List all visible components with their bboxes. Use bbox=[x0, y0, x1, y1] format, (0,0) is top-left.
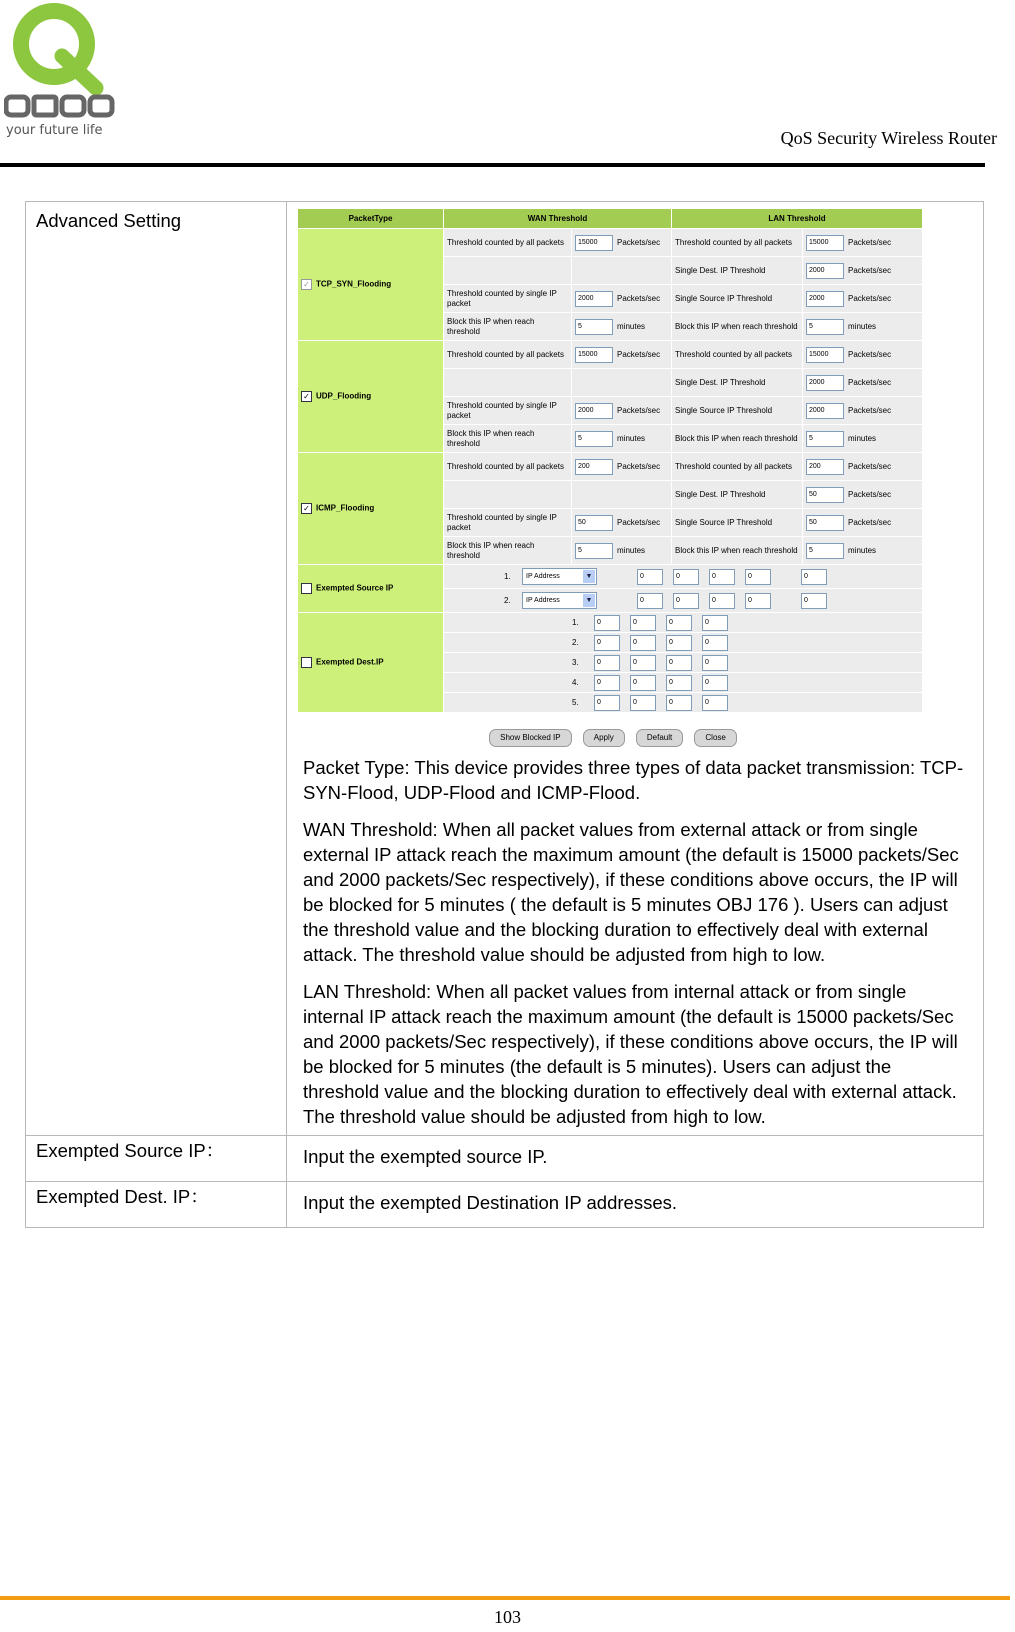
checkbox-icon[interactable] bbox=[301, 657, 312, 668]
unit-label: minutes bbox=[617, 321, 646, 331]
ip-octet-input[interactable]: 0 bbox=[666, 635, 692, 651]
ip-octet-input[interactable]: 0 bbox=[594, 635, 620, 651]
row-index: 2. bbox=[572, 637, 579, 647]
lan-threshold-label: Single Dest. IP Threshold bbox=[672, 369, 803, 397]
qos-settings-grid bbox=[297, 208, 923, 713]
exempted-source-label: Exempted Source IP bbox=[316, 583, 394, 593]
page-number: 103 bbox=[494, 1607, 521, 1627]
lan-threshold-label: Block this IP when reach threshold bbox=[672, 425, 803, 453]
ip-octet-input[interactable]: 0 bbox=[702, 695, 728, 711]
exempted-dest-label: Exempted Dest.IP bbox=[316, 657, 384, 667]
wan-threshold-label: Block this IP when reach threshold bbox=[444, 425, 572, 453]
unit-label: Packets/sec bbox=[848, 489, 892, 499]
wan-threshold-cell bbox=[572, 285, 672, 313]
exempted-dest-row bbox=[444, 653, 923, 673]
lan-threshold-input[interactable]: 5 bbox=[806, 431, 844, 447]
lan-threshold-cell bbox=[803, 369, 923, 397]
checkbox-icon[interactable]: ✓ bbox=[301, 279, 312, 290]
unit-label: Packets/sec bbox=[848, 293, 892, 303]
ip-range-end-input[interactable]: 0 bbox=[801, 569, 827, 585]
lan-threshold-input[interactable]: 50 bbox=[806, 487, 844, 503]
exempted-dest-cell bbox=[298, 613, 444, 713]
lan-threshold-cell bbox=[803, 257, 923, 285]
lan-threshold-cell bbox=[803, 509, 923, 537]
grid-row bbox=[298, 565, 923, 589]
ip-type-select[interactable] bbox=[522, 568, 597, 585]
unit-label: minutes bbox=[848, 545, 877, 555]
wan-threshold-label: Block this IP when reach threshold bbox=[444, 313, 572, 341]
ip-octet-input[interactable]: 0 bbox=[745, 593, 771, 609]
ip-octet-input[interactable]: 0 bbox=[673, 593, 699, 609]
ip-octet-input[interactable]: 0 bbox=[630, 615, 656, 631]
lan-threshold-input[interactable]: 5 bbox=[806, 543, 844, 559]
ip-octet-input[interactable]: 0 bbox=[702, 635, 728, 651]
apply-button[interactable]: Apply bbox=[583, 729, 625, 747]
wan-threshold-label bbox=[444, 481, 572, 509]
checkbox-icon[interactable]: ✓ bbox=[301, 503, 312, 514]
exempted-source-cell bbox=[298, 565, 444, 613]
logo-tagline: your future life bbox=[6, 123, 103, 138]
wan-threshold-cell bbox=[572, 537, 672, 565]
unit-label: Packets/sec bbox=[848, 237, 892, 247]
lan-threshold-input[interactable]: 15000 bbox=[806, 347, 844, 363]
packet-type-description: Packet Type: This device provides three types of data packet transmission: TCP-SYN-Flood, UDP-Flood and ICMP-Flood. bbox=[303, 757, 964, 803]
ip-octet-input[interactable]: 0 bbox=[666, 655, 692, 671]
wan-threshold-label: Threshold counted by single IP packet bbox=[444, 397, 572, 425]
unit-label: Packets/sec bbox=[617, 517, 661, 527]
wan-threshold-input[interactable]: 15000 bbox=[575, 347, 613, 363]
ip-octet-input[interactable]: 0 bbox=[630, 655, 656, 671]
lan-threshold-label: Single Source IP Threshold bbox=[672, 285, 803, 313]
wan-threshold-cell bbox=[572, 509, 672, 537]
lan-threshold-cell bbox=[803, 313, 923, 341]
lan-threshold-label: Threshold counted by all packets bbox=[672, 453, 803, 481]
lan-threshold-label: Threshold counted by all packets bbox=[672, 229, 803, 257]
row-content: Input the exempted Destination IP addresses. bbox=[287, 1182, 984, 1228]
lan-threshold-input[interactable]: 200 bbox=[806, 459, 844, 475]
ip-octet-input[interactable]: 0 bbox=[702, 655, 728, 671]
row-label: Exempted Dest. IP： bbox=[26, 1182, 287, 1228]
wan-threshold-label: Threshold counted by single IP packet bbox=[444, 285, 572, 313]
wan-threshold-input[interactable]: 200 bbox=[575, 459, 613, 475]
wan-threshold-cell bbox=[572, 369, 672, 397]
unit-label: Packets/sec bbox=[848, 461, 892, 471]
ip-octet-input[interactable]: 0 bbox=[630, 675, 656, 691]
wan-threshold-input[interactable]: 5 bbox=[575, 431, 613, 447]
lan-threshold-label: Block this IP when reach threshold bbox=[672, 537, 803, 565]
packet-type-label: UDP_Flooding bbox=[316, 391, 372, 401]
lan-threshold-cell bbox=[803, 537, 923, 565]
wan-threshold-cell bbox=[572, 341, 672, 369]
row-label: Exempted Source IP： bbox=[26, 1136, 287, 1182]
ip-octet-input[interactable]: 0 bbox=[594, 655, 620, 671]
exempted-dest-row bbox=[444, 633, 923, 653]
ip-octet-input[interactable]: 0 bbox=[709, 593, 735, 609]
unit-label: minutes bbox=[848, 321, 877, 331]
wan-threshold-cell bbox=[572, 453, 672, 481]
lan-threshold-input[interactable]: 2000 bbox=[806, 375, 844, 391]
checkbox-icon[interactable] bbox=[301, 583, 312, 594]
header-divider bbox=[0, 163, 985, 167]
ip-octet-input[interactable]: 0 bbox=[666, 695, 692, 711]
row-index: 1. bbox=[504, 571, 511, 581]
unit-label: Packets/sec bbox=[848, 377, 892, 387]
table-row bbox=[26, 1182, 984, 1228]
packet-type-label: TCP_SYN_Flooding bbox=[316, 279, 392, 289]
ip-octet-input[interactable]: 0 bbox=[594, 695, 620, 711]
unit-label: minutes bbox=[848, 433, 877, 443]
exempted-dest-row bbox=[444, 693, 923, 713]
packet-type-cell bbox=[298, 453, 444, 565]
unit-label: Packets/sec bbox=[617, 349, 661, 359]
ip-octet-input[interactable]: 0 bbox=[630, 695, 656, 711]
ip-octet-input[interactable]: 0 bbox=[630, 635, 656, 651]
checkbox-icon[interactable]: ✓ bbox=[301, 391, 312, 402]
wan-threshold-input[interactable]: 2000 bbox=[575, 291, 613, 307]
wan-threshold-label bbox=[444, 257, 572, 285]
lan-threshold-input[interactable]: 5 bbox=[806, 319, 844, 335]
unit-label: Packets/sec bbox=[848, 405, 892, 415]
lan-threshold-label: Single Source IP Threshold bbox=[672, 509, 803, 537]
packet-type-cell bbox=[298, 229, 444, 341]
ip-octet-input[interactable]: 0 bbox=[709, 569, 735, 585]
wan-threshold-label: Threshold counted by all packets bbox=[444, 453, 572, 481]
default-button[interactable]: Default bbox=[636, 729, 683, 747]
ip-octet-input[interactable]: 0 bbox=[702, 615, 728, 631]
unit-label: Packets/sec bbox=[617, 405, 661, 415]
ip-octet-input[interactable]: 0 bbox=[637, 569, 663, 585]
settings-table bbox=[25, 201, 984, 1228]
unit-label: Packets/sec bbox=[848, 265, 892, 275]
wan-threshold-description: WAN Threshold: When all packet values from external attack or from single external IP attack reach the maximum amount (the default is 15000 packets/Sec and 2000 packets/Sec respectively), if these conditions above occurs, the IP will be blocked for 5 minutes ( the default is 5 minutes OBJ 176 ). Users can adjust the threshold value and the blocking duration to effectively deal with external attack. The threshold value should be adjusted from high to low. bbox=[303, 819, 959, 965]
lan-threshold-input[interactable]: 2000 bbox=[806, 291, 844, 307]
row-content bbox=[287, 202, 984, 1136]
lan-threshold-label: Threshold counted by all packets bbox=[672, 341, 803, 369]
ip-octet-input[interactable]: 0 bbox=[666, 615, 692, 631]
grid-row bbox=[298, 453, 923, 481]
header-title: QoS Security Wireless Router bbox=[780, 128, 997, 148]
select-value: IP Address bbox=[526, 573, 560, 580]
lan-threshold-cell bbox=[803, 341, 923, 369]
unit-label: Packets/sec bbox=[848, 349, 892, 359]
exempted-dest-row bbox=[444, 613, 923, 633]
ip-octet-input[interactable]: 0 bbox=[594, 615, 620, 631]
lan-threshold-cell bbox=[803, 453, 923, 481]
lan-threshold-cell bbox=[803, 285, 923, 313]
ip-octet-input[interactable]: 0 bbox=[666, 675, 692, 691]
exempted-source-row bbox=[444, 589, 923, 613]
wan-threshold-input[interactable]: 15000 bbox=[575, 235, 613, 251]
unit-label: Packets/sec bbox=[617, 461, 661, 471]
col-wan-threshold: WAN Threshold bbox=[444, 209, 672, 229]
wan-threshold-cell bbox=[572, 257, 672, 285]
row-index: 1. bbox=[572, 617, 579, 627]
wan-threshold-cell bbox=[572, 229, 672, 257]
unit-label: minutes bbox=[617, 433, 646, 443]
wan-threshold-cell bbox=[572, 425, 672, 453]
lan-threshold-label: Single Source IP Threshold bbox=[672, 397, 803, 425]
row-label: Advanced Setting bbox=[26, 202, 287, 1136]
grid-row bbox=[298, 613, 923, 633]
ip-type-select[interactable] bbox=[522, 592, 597, 609]
grid-row bbox=[298, 341, 923, 369]
lan-threshold-cell bbox=[803, 229, 923, 257]
row-content: Input the exempted source IP. bbox=[287, 1136, 984, 1182]
lan-threshold-description: LAN Threshold: When all packet values from internal attack or from single internal IP attack reach the maximum amount (the default is 15000 packets/Sec and 2000 packets/Sec respectively), if these conditions above occurs, the IP will be blocked for 5 minutes (the default is 5 minutes). Users can adjust the threshold value and the blocking duration to effectively deal with external attack. The threshold value should be adjusted from high to low. bbox=[303, 981, 958, 1127]
exempted-source-row bbox=[444, 565, 923, 589]
col-lan-threshold: LAN Threshold bbox=[672, 209, 923, 229]
wan-threshold-input[interactable]: 2000 bbox=[575, 403, 613, 419]
footer-divider bbox=[0, 1596, 1010, 1600]
grid-row bbox=[298, 229, 923, 257]
lan-threshold-input[interactable]: 50 bbox=[806, 515, 844, 531]
ip-range-end-input[interactable]: 0 bbox=[801, 593, 827, 609]
wan-threshold-label: Threshold counted by single IP packet bbox=[444, 509, 572, 537]
ip-octet-input[interactable]: 0 bbox=[745, 569, 771, 585]
select-value: IP Address bbox=[526, 597, 560, 604]
wan-threshold-input[interactable]: 5 bbox=[575, 543, 613, 559]
wan-threshold-label: Block this IP when reach threshold bbox=[444, 537, 572, 565]
show-blocked-ip-button[interactable]: Show Blocked IP bbox=[489, 729, 571, 747]
table-row bbox=[26, 202, 984, 1136]
col-packet-type: PacketType bbox=[298, 209, 444, 229]
lan-threshold-label: Single Dest. IP Threshold bbox=[672, 257, 803, 285]
row-index: 3. bbox=[572, 657, 579, 667]
lan-threshold-cell bbox=[803, 425, 923, 453]
chevron-down-icon: ▼ bbox=[583, 570, 595, 583]
unit-label: Packets/sec bbox=[617, 237, 661, 247]
lan-threshold-label: Single Dest. IP Threshold bbox=[672, 481, 803, 509]
wan-threshold-cell bbox=[572, 397, 672, 425]
table-row bbox=[26, 1136, 984, 1182]
exempted-dest-row bbox=[444, 673, 923, 693]
lan-threshold-cell bbox=[803, 481, 923, 509]
row-index: 4. bbox=[572, 677, 579, 687]
unit-label: minutes bbox=[617, 545, 646, 555]
wan-threshold-label bbox=[444, 369, 572, 397]
packet-type-label: ICMP_Flooding bbox=[316, 503, 375, 513]
wan-threshold-label: Threshold counted by all packets bbox=[444, 341, 572, 369]
lan-threshold-input[interactable]: 2000 bbox=[806, 263, 844, 279]
wan-threshold-input[interactable]: 50 bbox=[575, 515, 613, 531]
wan-threshold-input[interactable]: 5 bbox=[575, 319, 613, 335]
unit-label: Packets/sec bbox=[848, 517, 892, 527]
qos-screenshot bbox=[297, 208, 929, 747]
lan-threshold-input[interactable]: 2000 bbox=[806, 403, 844, 419]
wan-threshold-cell bbox=[572, 481, 672, 509]
company-logo bbox=[4, 0, 120, 148]
packet-type-cell bbox=[298, 341, 444, 453]
lan-threshold-label: Block this IP when reach threshold bbox=[672, 313, 803, 341]
row-index: 2. bbox=[504, 595, 511, 605]
wan-threshold-cell bbox=[572, 313, 672, 341]
chevron-down-icon: ▼ bbox=[583, 594, 595, 607]
ip-octet-input[interactable]: 0 bbox=[673, 569, 699, 585]
unit-label: Packets/sec bbox=[617, 293, 661, 303]
screenshot-buttons bbox=[297, 713, 929, 747]
row-index: 5. bbox=[572, 697, 579, 707]
wan-threshold-label: Threshold counted by all packets bbox=[444, 229, 572, 257]
ip-octet-input[interactable]: 0 bbox=[594, 675, 620, 691]
close-button[interactable]: Close bbox=[694, 729, 736, 747]
lan-threshold-input[interactable]: 15000 bbox=[806, 235, 844, 251]
ip-octet-input[interactable]: 0 bbox=[702, 675, 728, 691]
ip-octet-input[interactable]: 0 bbox=[637, 593, 663, 609]
lan-threshold-cell bbox=[803, 397, 923, 425]
